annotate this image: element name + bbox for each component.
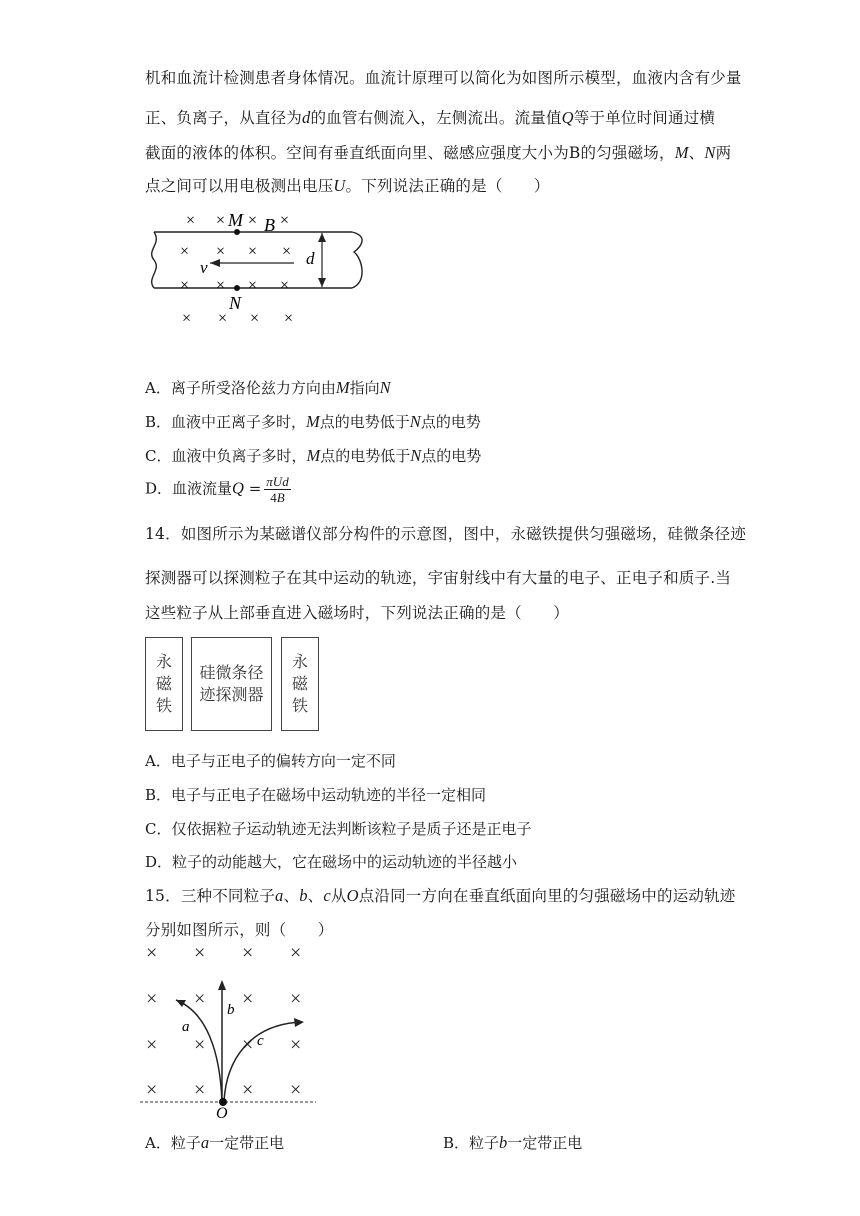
magnetic-field-crosses [146, 942, 301, 1101]
q13-option-c[interactable]: C．血液中负离子多时，M点的电势低于N点的电势 [145, 446, 482, 465]
q14-option-b[interactable]: B．电子与正电子在磁场中运动轨迹的半径一定相同 [145, 786, 487, 804]
label-b: b [227, 1002, 235, 1018]
right-permanent-magnet: 永 磁 铁 [281, 637, 319, 731]
field-cross: × [250, 310, 260, 327]
track-c-arrow [294, 1018, 304, 1027]
field-cross: × [194, 988, 206, 1010]
diameter-arrow-up [318, 233, 326, 242]
silicon-strip-detector: 硅微条径 迹探测器 [191, 637, 272, 731]
field-cross: × [290, 1079, 302, 1101]
field-cross: × [146, 1034, 158, 1056]
field-cross: × [180, 243, 190, 260]
field-cross: × [248, 277, 258, 294]
field-cross: × [242, 942, 254, 964]
blood-vessel-figure [140, 202, 380, 332]
q15-line-2: 分别如图所示，则（ ） [145, 921, 334, 939]
field-cross: × [186, 212, 196, 229]
field-cross: × [146, 988, 158, 1010]
field-cross: × [290, 942, 302, 964]
label-o: O [216, 1105, 228, 1120]
q13-option-d[interactable]: D．血液流量Q = $\frac{\text{πUd}}{4B}$ [145, 474, 289, 505]
label-b: B [264, 215, 275, 235]
particle-tracks-figure [140, 940, 320, 1120]
field-cross: × [216, 212, 226, 229]
electrode-n [234, 285, 240, 291]
field-cross: × [146, 942, 158, 964]
q13-line-3: 截面的液体的体积。空间有垂直纸面向里、磁感应强度大小为B的匀强磁场，M、N两 [145, 143, 732, 162]
field-cross: × [194, 1079, 206, 1101]
field-cross: × [194, 1034, 206, 1056]
field-cross: × [216, 277, 226, 294]
q14-line-2: 探测器可以探测粒子在其中运动的轨迹，宇宙射线中有大量的电子、正电子和质子.当 [145, 569, 732, 587]
q15-option-b[interactable]: B．粒子b一定带正电 [443, 1133, 583, 1152]
q14-line-1: 14．如图所示为某磁谱仪部分构件的示意图，图中，永磁铁提供匀强磁场，硅微条径迹 [145, 525, 747, 543]
diameter-arrow-down [318, 278, 326, 287]
label-v: v [200, 258, 208, 277]
field-cross: × [282, 243, 292, 260]
q14-option-d[interactable]: D．粒子的动能越大，它在磁场中的运动轨迹的半径越小 [145, 853, 518, 871]
vessel-right-end [352, 232, 362, 288]
q15-line-1: 15．三种不同粒子a、b、c从O点沿同一方向在垂直纸面向里的匀强磁场中的运动轨迹 [145, 886, 736, 905]
q14-option-c[interactable]: C．仅依据粒子运动轨迹无法判断该粒子是质子还是正电子 [145, 820, 532, 838]
label-c: c [257, 1033, 264, 1049]
q13-line-1: 机和血流计检测患者身体情况。血流计原理可以简化为如图所示模型，血液内含有少量 [145, 69, 742, 87]
field-cross: × [242, 1034, 254, 1056]
field-cross: × [248, 212, 258, 229]
label-m: M [228, 210, 243, 230]
label-n: N [229, 293, 242, 313]
q14-option-a[interactable]: A．电子与正电子的偏转方向一定不同 [145, 752, 396, 770]
field-cross: × [194, 942, 206, 964]
q13-line-2: 正、负离子，从直径为d的血管右侧流入，左侧流出。流量值Q等于单位时间通过横 [145, 108, 716, 127]
field-cross: × [242, 988, 254, 1010]
field-cross: × [290, 988, 302, 1010]
field-cross: × [146, 1079, 158, 1101]
left-permanent-magnet: 永 磁 铁 [145, 637, 183, 731]
q13-option-b[interactable]: B．血液中正离子多时，M点的电势低于N点的电势 [145, 412, 481, 431]
field-cross: × [216, 243, 226, 260]
field-cross: × [242, 1079, 254, 1101]
track-b-arrow [218, 980, 226, 990]
label-a: a [182, 1019, 190, 1035]
field-cross: × [280, 212, 290, 229]
field-cross: × [180, 277, 190, 294]
flow-formula: $\frac{\text{πUd}}{4B}$ [266, 474, 289, 505]
vessel-left-cut [152, 232, 157, 288]
field-cross: × [280, 277, 290, 294]
field-cross: × [284, 310, 294, 327]
field-cross: × [290, 1034, 302, 1056]
field-cross: × [218, 310, 228, 327]
q15-option-a[interactable]: A．粒子a一定带正电 [145, 1133, 285, 1152]
q13-option-a[interactable]: A．离子所受洛伦兹力方向由M指向N [145, 378, 391, 397]
q14-line-3: 这些粒子从上部垂直进入磁场时，下列说法正确的是（ ） [145, 604, 569, 622]
field-cross: × [182, 310, 192, 327]
velocity-arrowhead [210, 259, 220, 267]
q13-line-4: 点之间可以用电极测出电压U。下列说法正确的是（ ） [145, 176, 550, 195]
field-cross: × [248, 243, 258, 260]
label-d: d [306, 249, 315, 268]
